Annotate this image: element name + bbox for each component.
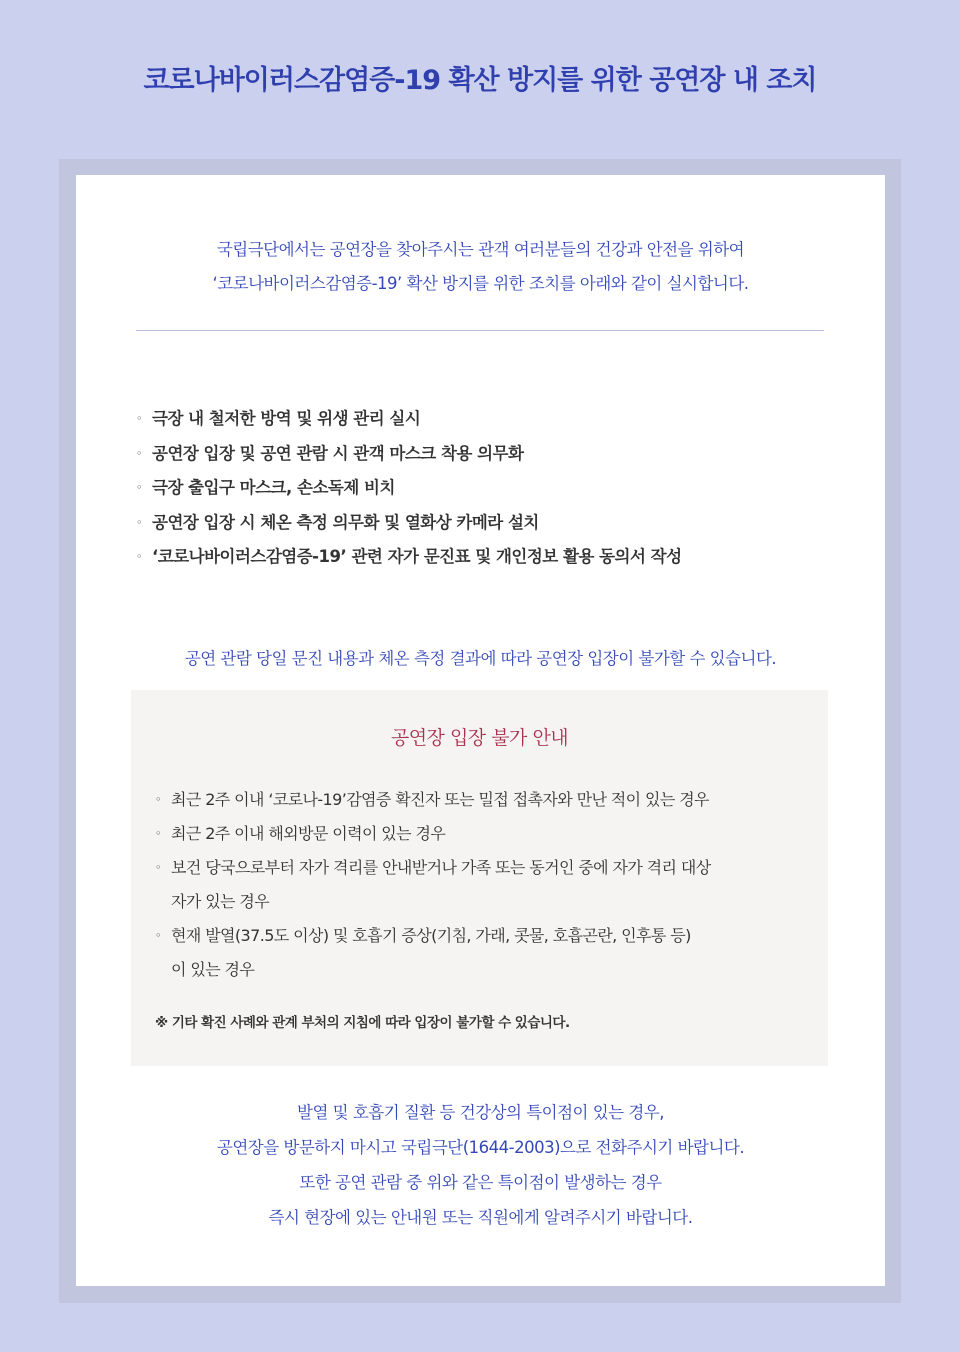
intro-line: 국립극단에서는 공연장을 찾아주시는 관객 여러분들의 건강과 안전을 위하여 [216, 240, 745, 259]
measure-text: 공연장 입장 시 체온 측정 의무화 및 열화상 카메라 설치 [152, 512, 539, 532]
divider [136, 330, 824, 331]
bullet-icon: ◦ [136, 515, 142, 529]
measure-item [136, 471, 682, 506]
entry-guide-list [155, 783, 711, 987]
measure-text: ‘코로나바이러스감염증-19’ 관련 자가 문진표 및 개인정보 활용 동의서 작성 [152, 547, 682, 566]
bullet-icon: ◦ [136, 412, 142, 425]
guide-item-text: 최근 2주 이내 ‘코로나-19’감염증 확진자 또는 밀접 접촉자와 만난 적이 있는 경우 [171, 790, 709, 809]
guide-item-text: 보건 당국으로부터 자가 격리를 안내받거나 가족 또는 동거인 중에 자가 격리 대상 [171, 858, 711, 877]
guide-item-text-cont: 이 있는 경우 [171, 960, 255, 979]
guide-item-text: 최근 2주 이내 해외방문 이력이 있는 경우 [171, 824, 446, 843]
guide-item [155, 817, 711, 851]
measure-text: 공연장 입장 및 공연 관람 시 관객 마스크 착용 의무화 [152, 443, 524, 463]
measure-item [136, 437, 682, 472]
bullet-icon: ◦ [155, 827, 161, 840]
closing-text [76, 1095, 885, 1235]
bullet-icon: ◦ [136, 481, 142, 494]
guide-item [155, 851, 711, 919]
bullet-icon: ◦ [136, 446, 142, 460]
measure-text: 극장 내 철저한 방역 및 위생 관리 실시 [152, 409, 421, 428]
closing-line: 또한 공연 관람 중 위와 같은 특이점이 발생하는 경우 [299, 1173, 662, 1192]
measures-list [136, 402, 682, 575]
intro-text [76, 233, 885, 301]
bullet-icon: ◦ [155, 929, 161, 942]
guide-item-text-cont: 자가 있는 경우 [171, 892, 270, 911]
notice-card [76, 175, 885, 1286]
intro-line: ‘코로나바이러스감염증-19’ 확산 방지를 위한 조치를 아래와 같이 실시합니다. [212, 274, 749, 293]
bullet-icon: ◦ [136, 550, 142, 563]
closing-line: 공연장을 방문하지 마시고 국립극단(1644-2003)으로 전화주시기 바랍니다. [216, 1138, 745, 1157]
measure-item [136, 540, 682, 575]
guide-item [155, 783, 711, 817]
entry-guide-box [131, 690, 828, 1066]
measure-text: 극장 출입구 마스크, 손소독제 비치 [152, 478, 395, 497]
measure-item [136, 402, 682, 437]
guide-item [155, 919, 711, 987]
guide-item-text: 현재 발열(37.5도 이상) 및 호흡기 증상(기침, 가래, 콧물, 호흡곤란, 인후통 등) [171, 926, 691, 945]
bullet-icon: ◦ [155, 793, 161, 806]
closing-line: 즉시 현장에 있는 안내원 또는 직원에게 알려주시기 바랍니다. [268, 1208, 693, 1227]
entry-guide-title: 공연장 입장 불가 안내 [390, 727, 569, 749]
guide-note: ※ 기타 확진 사례와 관계 부처의 지침에 따라 입장이 불가할 수 있습니다. [155, 1015, 570, 1031]
measure-item [136, 506, 682, 541]
closing-line: 발열 및 호흡기 질환 등 건강상의 특이점이 있는 경우, [297, 1103, 664, 1122]
bullet-icon: ◦ [155, 861, 161, 874]
page-title: 코로나바이러스감염증-19 확산 방지를 위한 공연장 내 조치 [143, 65, 817, 96]
entry-warning: 공연 관람 당일 문진 내용과 체온 측정 결과에 따라 공연장 입장이 불가할 수 있습니다. [184, 649, 777, 668]
